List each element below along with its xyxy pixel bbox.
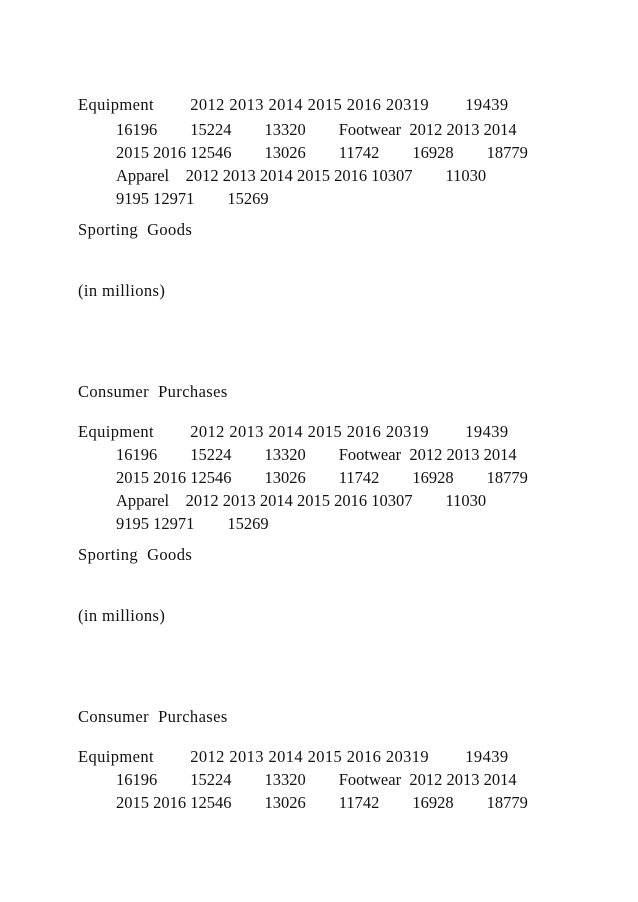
- section-title: Sporting Goods: [78, 545, 193, 564]
- equipment-line: Equipment 2012 2013 2014 2015 2016 20319 19439: [78, 95, 509, 114]
- equipment-line: Equipment 2012 2013 2014 2015 2016 20319 19439: [78, 747, 509, 766]
- equipment-line: Equipment 2012 2013 2014 2015 2016 20319 19439: [78, 422, 509, 441]
- units-note: (in millions): [78, 281, 166, 300]
- data-line: 16196 15224 13320 Footwear 2012 2013 2014: [116, 120, 517, 139]
- data-line: 16196 15224 13320 Footwear 2012 2013 2014: [116, 445, 517, 464]
- section-heading: Consumer Purchases: [78, 707, 228, 726]
- data-line: 2015 2016 12546 13026 11742 16928 18779: [116, 143, 528, 162]
- data-line: 9195 12971 15269: [116, 189, 269, 208]
- data-line: 2015 2016 12546 13026 11742 16928 18779: [116, 793, 528, 812]
- section-title: Sporting Goods: [78, 220, 193, 239]
- apparel-line: Apparel 2012 2013 2014 2015 2016 10307 11030: [116, 166, 487, 185]
- apparel-line: Apparel 2012 2013 2014 2015 2016 10307 11030: [116, 491, 487, 510]
- data-line: 2015 2016 12546 13026 11742 16928 18779: [116, 468, 528, 487]
- data-line: 16196 15224 13320 Footwear 2012 2013 2014: [116, 770, 517, 789]
- section-heading: Consumer Purchases: [78, 382, 228, 401]
- data-line: 9195 12971 15269: [116, 514, 269, 533]
- units-note: (in millions): [78, 606, 166, 625]
